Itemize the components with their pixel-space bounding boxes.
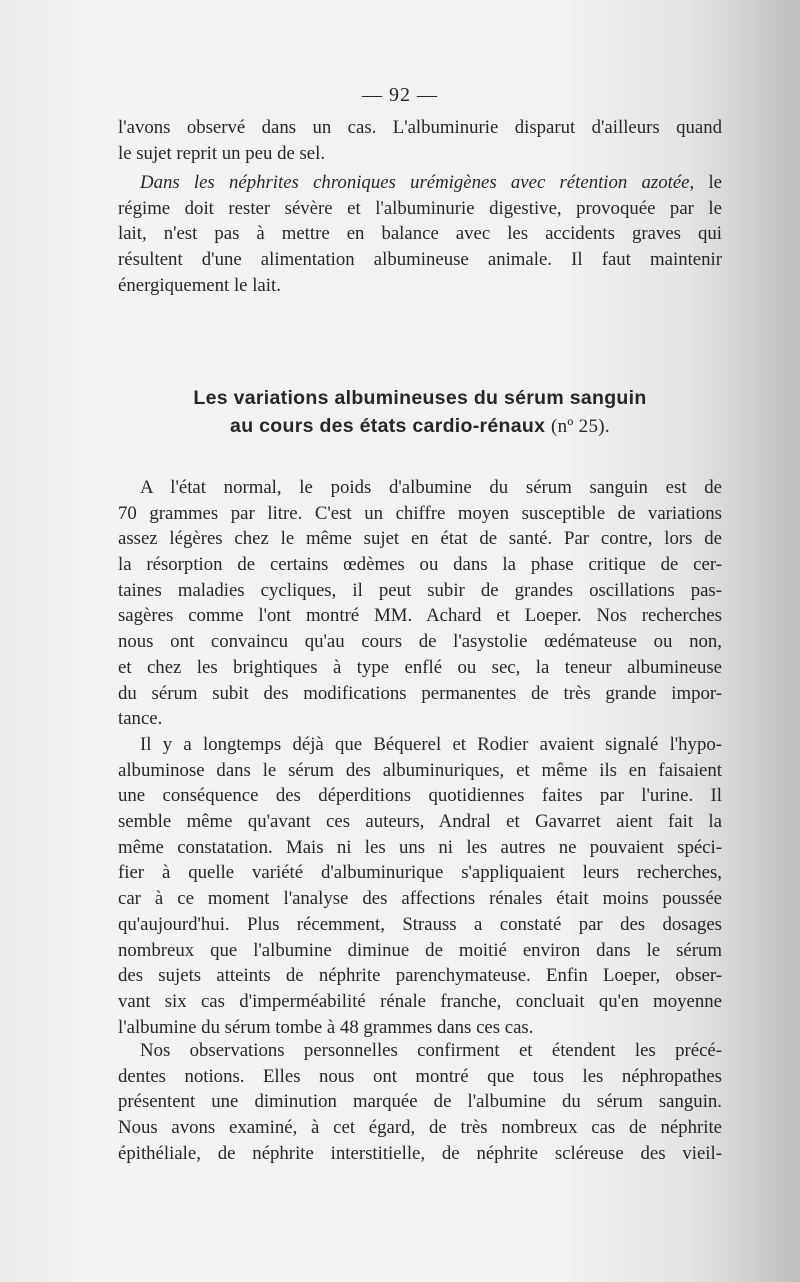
text-line: semble même qu'avant ces auteurs, Andral et Gavarret aient fait la <box>118 811 722 833</box>
text-line: la résorption de certains œdèmes ou dans la phase critique de cer- <box>118 554 722 576</box>
text-line: lait, n'est pas à mettre en balance avec les accidents graves qui <box>118 223 722 245</box>
paragraph-1 <box>118 115 722 166</box>
lead-rest: le <box>694 172 722 193</box>
text-line: assez légères chez le même sujet en état de santé. Par contre, lors de <box>118 528 722 550</box>
text-line: des sujets atteints de néphrite parenchymateuse. Enfin Loeper, obser- <box>118 965 722 987</box>
text-line: l'avons observé dans un cas. L'albuminurie disparut d'ailleurs quand <box>118 117 722 138</box>
text-line: fier à quelle variété d'albuminurique s'appliquaient leurs recherches, <box>118 862 722 884</box>
text-line: A l'état normal, le poids d'albumine du sérum sanguin est de <box>140 477 722 498</box>
text-line: dentes notions. Elles nous ont montré que tous les néphropathes <box>118 1065 722 1087</box>
text-line: régime doit rester sévère et l'albuminurie digestive, provoquée par le <box>118 197 722 219</box>
heading-reference: (nº 25). <box>550 416 610 437</box>
text-line: albuminose dans le sérum des albuminuriques, et même ils en faisaient <box>118 759 722 781</box>
text-line: résultent d'une alimentation albumineuse animale. Il faut maintenir <box>118 249 722 271</box>
text-line: le sujet reprit un peu de sel. <box>118 142 326 164</box>
heading-line-2-text: au cours des états cardio-rénaux <box>230 415 546 437</box>
heading-line-2 <box>118 412 722 440</box>
text-line: Nos observations personnelles confirment et étendent les précé- <box>140 1040 722 1061</box>
paragraph-3 <box>118 475 722 732</box>
text-line: et chez les brightiques à type enflé ou sec, la teneur albumineuse <box>118 656 722 678</box>
text-line: même constatation. Mais ni les uns ni les autres ne pouvaient spéci- <box>118 836 722 858</box>
text-line: énergiquement le lait. <box>118 274 281 296</box>
text-line: nombreux que l'albumine diminue de moitié environ dans le sérum <box>118 939 722 961</box>
text-line: taines maladies cycliques, il peut subir de grandes oscillations pas- <box>118 579 722 601</box>
text-line: nous ont convaincu qu'au cours de l'asystolie œdémateuse ou non, <box>118 631 722 653</box>
italic-lead: Dans les néphrites chroniques urémigènes avec rétention azotée, <box>140 172 695 193</box>
section-heading <box>118 384 722 440</box>
text-line: Il y a longtemps déjà que Béquerel et Rodier avaient signalé l'hypo- <box>140 734 722 755</box>
text-line: 70 grammes par litre. C'est un chiffre moyen susceptible de variations <box>118 502 722 524</box>
text-line: présentent une diminution marquée de l'albumine du sérum sanguin. <box>118 1091 722 1113</box>
text-line: qu'aujourd'hui. Plus récemment, Strauss a constaté par des dosages <box>118 913 722 935</box>
text-line: sagères comme l'ont montré MM. Achard et Loeper. Nos recherches <box>118 605 722 627</box>
heading-line-1: Les variations albumineuses du sérum sanguin <box>193 387 647 409</box>
page-number: — 92 — <box>362 84 438 106</box>
text-line: épithéliale, de néphrite interstitielle, de néphrite scléreuse des vieil- <box>118 1142 722 1164</box>
text-line: l'albumine du sérum tombe à 48 grammes dans ces cas. <box>118 1016 534 1038</box>
paragraph-2 <box>118 170 722 298</box>
text-line <box>118 170 722 196</box>
text-line: tance. <box>118 708 163 730</box>
text-line: Nous avons examiné, à cet égard, de très nombreux cas de néphrite <box>118 1117 722 1139</box>
text-line: une conséquence des déperditions quotidiennes faites par l'urine. Il <box>118 785 722 807</box>
paragraph-4 <box>118 732 722 1040</box>
text-line: car à ce moment l'analyse des affections rénales était moins poussée <box>118 888 722 910</box>
text-line: vant six cas d'imperméabilité rénale franche, concluait qu'en moyenne <box>118 990 722 1012</box>
paragraph-5 <box>118 1038 722 1166</box>
text-line: du sérum subit des modifications permanentes de très grande impor- <box>118 682 722 704</box>
